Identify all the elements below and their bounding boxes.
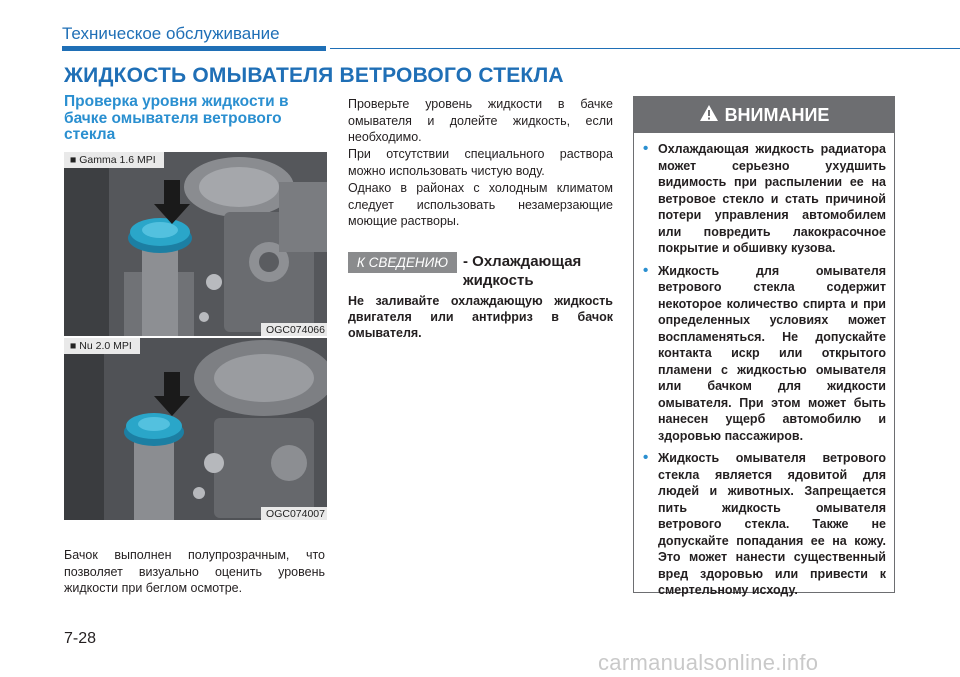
instruction-paragraph: Проверьте уровень жидкости в бачке омывателя и долейте жидкость, если необходимо. — [348, 97, 613, 144]
warning-item — [642, 263, 886, 445]
page-title: ЖИДКОСТЬ ОМЫВАТЕЛЯ ВЕТРОВОГО СТЕКЛА — [64, 64, 564, 87]
engine-label: ■ Gamma 1.6 MPI — [64, 152, 164, 168]
warning-title: ВНИМАНИЕ — [724, 104, 830, 125]
warning-box — [633, 96, 895, 597]
warning-header — [634, 97, 894, 133]
image-code: OGC074066 — [261, 323, 327, 336]
watermark: carmanualsonline.info — [598, 650, 819, 675]
info-title: - Охлаждающая жидкость — [463, 253, 582, 289]
bullet-icon: • — [643, 449, 649, 466]
warning-item-text: Охлаждающая жидкость радиатора может серьезно ухудшить видимость при распылении ее на ветровое стекло и стать причиной потери управления автомобилем или повредить лакокрасочное покрытие и обшивку кузова. — [658, 142, 886, 255]
header-rule-thin — [330, 48, 960, 49]
bullet-icon: • — [643, 140, 649, 157]
header-rule — [62, 46, 326, 51]
info-badge: К СВЕДЕНИЮ — [348, 252, 457, 273]
engine-label: ■ Nu 2.0 MPI — [64, 338, 140, 354]
instruction-paragraph: Однако в районах с холодным климатом следует использовать незамерзающие моющие растворы. — [348, 181, 613, 228]
engine-illustration — [64, 338, 327, 520]
instruction-paragraph: При отсутствии специального раствора можно использовать чистую воду. — [348, 147, 613, 178]
warning-item — [642, 450, 886, 599]
warning-item — [642, 141, 886, 257]
warning-item-text: Жидкость омывателя ветрового стекла является ядовитой для людей и животных. Запрещается пить жидкость омывателя ветрового стекла. Также не допускайте попадания ее на кожу. Это может нанести существенный вред здоровью или привести к смертельному исходу. — [658, 451, 886, 597]
warning-triangle-icon — [699, 104, 719, 127]
warning-item-text: Жидкость для омывателя ветрового стекла содержит некоторое количество спирта и при определенных условиях может воспламеняться. Не допускайте контакта искр или открытого пламени с жидкостью омывателя или бачком для жидкости омывателя. При этом может быть нанесен ущерб автомобилю и здоровью пассажиров. — [658, 263, 886, 443]
warning-list — [642, 141, 886, 605]
page-number: 7-28 — [64, 630, 97, 647]
bullet-icon: • — [643, 261, 649, 279]
engine-photo-nu — [64, 338, 327, 520]
engine-photo-gamma — [64, 152, 327, 336]
subsection-heading: Проверка уровня жидкости в бачке омывателя ветрового стекла — [64, 93, 289, 143]
section-title: Техническое обслуживание — [62, 24, 280, 43]
tank-description: Бачок выполнен полупрозрачным, что позволяет визуально оценить уровень жидкости при беглом осмотре. — [64, 548, 325, 595]
info-body: Не заливайте охлаждающую жидкость двигателя или антифриз в бачок омывателя. — [348, 294, 613, 340]
engine-illustration — [64, 152, 327, 336]
image-code: OGC074007 — [261, 507, 327, 520]
